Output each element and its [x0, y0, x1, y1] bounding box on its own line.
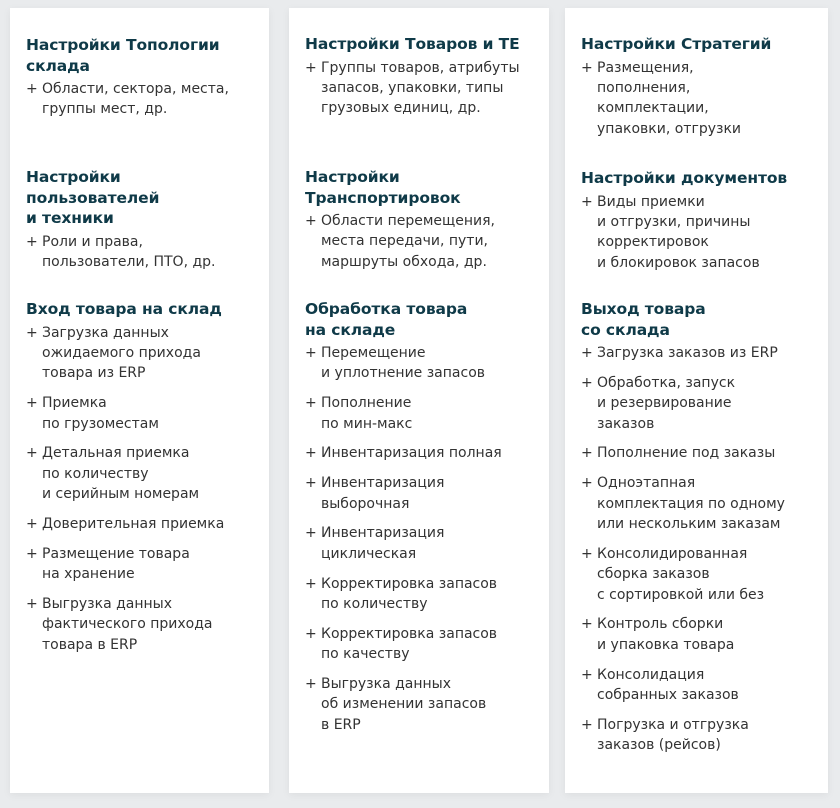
- list-item: + Инвентаризация выборочная: [305, 473, 545, 514]
- list-item: + Выгрузка данных об изменении запасов в ERP: [305, 674, 545, 735]
- list-item: + Размещение товара на хранение: [26, 544, 265, 585]
- column-1: [10, 8, 269, 793]
- list-item: + Консолидация собранных заказов: [581, 665, 824, 706]
- list-item: + Контроль сборки и упаковка товара: [581, 614, 824, 655]
- section-title: Обработка товара на складе: [305, 300, 468, 339]
- section-title: Настройки Топологии склада: [26, 36, 220, 75]
- list-item: + Погрузка и отгрузка заказов (рейсов): [581, 715, 824, 756]
- section-title: Выход товара со склада: [581, 300, 706, 339]
- list-item: + Корректировка запасов по качеству: [305, 624, 545, 665]
- section-goods-settings: [305, 34, 545, 128]
- section-goods-inbound: [26, 299, 265, 665]
- section-title: Настройки пользователей и техники: [26, 168, 160, 227]
- section-transport-settings: [305, 167, 545, 282]
- list-item: + Корректировка запасов по количеству: [305, 574, 545, 615]
- list-item: + Инвентаризация циклическая: [305, 523, 545, 564]
- list-item: + Загрузка заказов из ERP: [581, 343, 824, 363]
- list-item: + Роли и права, пользователи, ПТО, др.: [26, 232, 265, 273]
- list-item: + Размещения, пополнения, комплектации, упаковки, отгрузки: [581, 58, 824, 140]
- section-title: Настройки Стратегий: [581, 35, 772, 53]
- section-title: Настройки Транспортировок: [305, 168, 461, 207]
- list-item: + Обработка, запуск и резервирование заказов: [581, 373, 824, 434]
- column-2: [289, 8, 549, 793]
- list-item: + Инвентаризация полная: [305, 443, 545, 463]
- list-item: + Области перемещения, места передачи, пути, маршруты обхода, др.: [305, 211, 545, 272]
- section-title: Настройки Товаров и ТЕ: [305, 35, 520, 53]
- list-item: + Доверительная приемка: [26, 514, 265, 534]
- list-item: + Группы товаров, атрибуты запасов, упаковки, типы грузовых единиц, др.: [305, 58, 545, 119]
- column-3: [565, 8, 828, 793]
- section-goods-processing: [305, 299, 545, 745]
- list-item: + Перемещение и уплотнение запасов: [305, 343, 545, 384]
- section-topology-settings: [26, 35, 265, 129]
- list-item: + Загрузка данных ожидаемого прихода товара из ERP: [26, 323, 265, 384]
- section-documents-settings: [581, 168, 824, 283]
- list-item: + Области, сектора, места, группы мест, др.: [26, 79, 265, 120]
- list-item: + Пополнение под заказы: [581, 443, 824, 463]
- list-item: + Детальная приемка по количеству и серийным номерам: [26, 443, 265, 504]
- section-title: Настройки документов: [581, 169, 788, 187]
- list-item: + Консолидированная сборка заказов с сортировкой или без: [581, 544, 824, 605]
- list-item: + Пополнение по мин-макс: [305, 393, 545, 434]
- list-item: + Выгрузка данных фактического прихода товара в ERP: [26, 594, 265, 655]
- section-title: Вход товара на склад: [26, 300, 222, 318]
- list-item: + Приемка по грузоместам: [26, 393, 265, 434]
- section-strategy-settings: [581, 34, 824, 149]
- section-users-settings: [26, 167, 265, 282]
- list-item: + Одноэтапная комплектация по одному или нескольким заказам: [581, 473, 824, 534]
- section-goods-outbound: [581, 299, 824, 765]
- list-item: + Виды приемки и отгрузки, причины корректировок и блокировок запасов: [581, 192, 824, 274]
